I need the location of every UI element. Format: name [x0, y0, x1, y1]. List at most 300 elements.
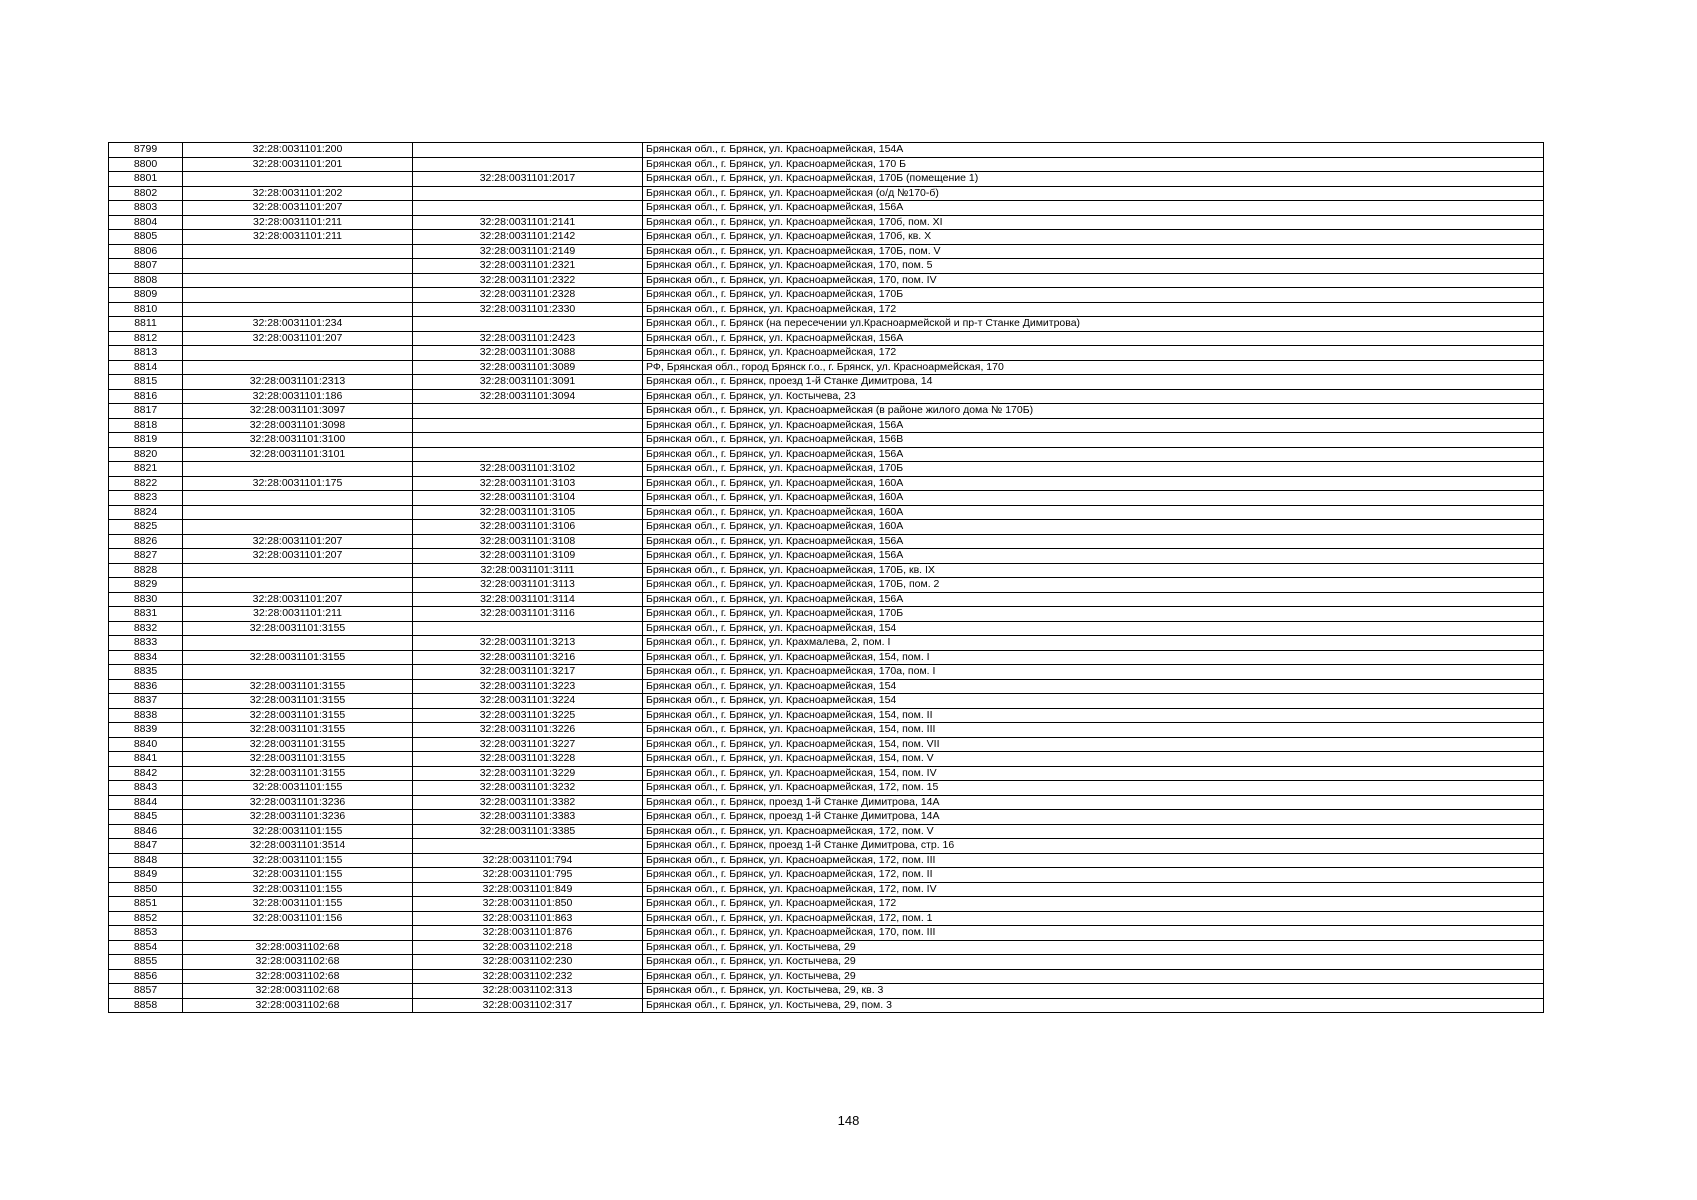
- row-number-cell: 8838: [109, 708, 183, 723]
- land-plot-cadastral-number-cell: [183, 578, 413, 593]
- land-plot-cadastral-number-cell: 32:28:0031101:211: [183, 607, 413, 622]
- object-cadastral-number-cell: 32:28:0031101:3116: [413, 607, 643, 622]
- object-cadastral-number-cell: 32:28:0031101:850: [413, 897, 643, 912]
- row-number-cell: 8810: [109, 302, 183, 317]
- address-cell: Брянская обл., г. Брянск, ул. Красноармейская, 156А: [643, 418, 1544, 433]
- row-number-cell: 8821: [109, 462, 183, 477]
- land-plot-cadastral-number-cell: 32:28:0031101:201: [183, 157, 413, 172]
- object-cadastral-number-cell: 32:28:0031101:3223: [413, 679, 643, 694]
- object-cadastral-number-cell: 32:28:0031101:3088: [413, 346, 643, 361]
- table-row: [109, 259, 1544, 274]
- land-plot-cadastral-number-cell: [183, 273, 413, 288]
- address-cell: Брянская обл., г. Брянск, ул. Красноармейская, 154, пом. III: [643, 723, 1544, 738]
- table-row: [109, 462, 1544, 477]
- table-row: [109, 491, 1544, 506]
- table-row: [109, 563, 1544, 578]
- object-cadastral-number-cell: 32:28:0031101:3103: [413, 476, 643, 491]
- object-cadastral-number-cell: 32:28:0031101:2423: [413, 331, 643, 346]
- row-number-cell: 8831: [109, 607, 183, 622]
- land-plot-cadastral-number-cell: 32:28:0031101:3155: [183, 766, 413, 781]
- object-cadastral-number-cell: 32:28:0031101:3232: [413, 781, 643, 796]
- table-row: [109, 969, 1544, 984]
- row-number-cell: 8822: [109, 476, 183, 491]
- address-cell: Брянская обл., г. Брянск, ул. Красноармейская, 172: [643, 897, 1544, 912]
- object-cadastral-number-cell: 32:28:0031101:3109: [413, 549, 643, 564]
- row-number-cell: 8819: [109, 433, 183, 448]
- row-number-cell: 8834: [109, 650, 183, 665]
- object-cadastral-number-cell: 32:28:0031102:313: [413, 984, 643, 999]
- land-plot-cadastral-number-cell: 32:28:0031101:200: [183, 143, 413, 158]
- object-cadastral-number-cell: 32:28:0031101:3213: [413, 636, 643, 651]
- row-number-cell: 8824: [109, 505, 183, 520]
- object-cadastral-number-cell: 32:28:0031101:3104: [413, 491, 643, 506]
- row-number-cell: 8818: [109, 418, 183, 433]
- object-cadastral-number-cell: 32:28:0031101:3216: [413, 650, 643, 665]
- address-cell: Брянская обл., г. Брянск, проезд 1-й Станке Димитрова, 14А: [643, 810, 1544, 825]
- object-cadastral-number-cell: 32:28:0031101:876: [413, 926, 643, 941]
- row-number-cell: 8803: [109, 201, 183, 216]
- address-cell: Брянская обл., г. Брянск, ул. Красноармейская, 154, пом. IV: [643, 766, 1544, 781]
- address-cell: Брянская обл., г. Брянск, ул. Красноармейская, 156А: [643, 331, 1544, 346]
- row-number-cell: 8812: [109, 331, 183, 346]
- object-cadastral-number-cell: [413, 447, 643, 462]
- row-number-cell: 8855: [109, 955, 183, 970]
- land-plot-cadastral-number-cell: 32:28:0031101:175: [183, 476, 413, 491]
- object-cadastral-number-cell: 32:28:0031101:2149: [413, 244, 643, 259]
- address-cell: Брянская обл., г. Брянск, ул. Красноармейская, 154, пом. VII: [643, 737, 1544, 752]
- land-plot-cadastral-number-cell: 32:28:0031101:3155: [183, 650, 413, 665]
- address-cell: Брянская обл., г. Брянск, ул. Красноармейская, 160А: [643, 491, 1544, 506]
- address-cell: РФ, Брянская обл., город Брянск г.о., г. Брянск, ул. Красноармейская, 170: [643, 360, 1544, 375]
- address-cell: Брянская обл., г. Брянск, ул. Красноармейская, 172, пом. III: [643, 853, 1544, 868]
- address-cell: Брянская обл., г. Брянск, проезд 1-й Станке Димитрова, 14А: [643, 795, 1544, 810]
- land-plot-cadastral-number-cell: 32:28:0031101:3098: [183, 418, 413, 433]
- object-cadastral-number-cell: [413, 201, 643, 216]
- land-plot-cadastral-number-cell: 32:28:0031101:155: [183, 824, 413, 839]
- address-cell: Брянская обл., г. Брянск (на пересечении ул.Красноармейской и пр-т Станке Димитрова): [643, 317, 1544, 332]
- land-plot-cadastral-number-cell: 32:28:0031101:207: [183, 592, 413, 607]
- address-cell: Брянская обл., г. Брянск, ул. Красноармейская, 172, пом. V: [643, 824, 1544, 839]
- land-plot-cadastral-number-cell: 32:28:0031101:2313: [183, 375, 413, 390]
- table-row: [109, 752, 1544, 767]
- land-plot-cadastral-number-cell: [183, 244, 413, 259]
- object-cadastral-number-cell: [413, 404, 643, 419]
- object-cadastral-number-cell: 32:28:0031101:3106: [413, 520, 643, 535]
- table-row: [109, 520, 1544, 535]
- row-number-cell: 8827: [109, 549, 183, 564]
- table-row: [109, 737, 1544, 752]
- land-plot-cadastral-number-cell: 32:28:0031101:3155: [183, 752, 413, 767]
- land-plot-cadastral-number-cell: [183, 346, 413, 361]
- address-cell: Брянская обл., г. Брянск, ул. Красноармейская, 154: [643, 621, 1544, 636]
- row-number-cell: 8843: [109, 781, 183, 796]
- row-number-cell: 8817: [109, 404, 183, 419]
- object-cadastral-number-cell: 32:28:0031101:3217: [413, 665, 643, 680]
- land-plot-cadastral-number-cell: 32:28:0031101:3155: [183, 679, 413, 694]
- address-cell: Брянская обл., г. Брянск, ул. Красноармейская, 170Б: [643, 462, 1544, 477]
- table-row: [109, 331, 1544, 346]
- row-number-cell: 8808: [109, 273, 183, 288]
- object-cadastral-number-cell: 32:28:0031101:849: [413, 882, 643, 897]
- row-number-cell: 8848: [109, 853, 183, 868]
- address-cell: Брянская обл., г. Брянск, ул. Красноармейская, 170Б: [643, 288, 1544, 303]
- row-number-cell: 8842: [109, 766, 183, 781]
- address-cell: Брянская обл., г. Брянск, ул. Крахмалева, 2, пом. I: [643, 636, 1544, 651]
- object-cadastral-number-cell: 32:28:0031101:3225: [413, 708, 643, 723]
- table-row: [109, 578, 1544, 593]
- land-plot-cadastral-number-cell: 32:28:0031102:68: [183, 940, 413, 955]
- object-cadastral-number-cell: 32:28:0031101:3102: [413, 462, 643, 477]
- address-cell: Брянская обл., г. Брянск, ул. Костычева, 29: [643, 955, 1544, 970]
- land-plot-cadastral-number-cell: 32:28:0031101:3236: [183, 810, 413, 825]
- registry-table-body: [109, 143, 1544, 1013]
- table-row: [109, 476, 1544, 491]
- address-cell: Брянская обл., г. Брянск, ул. Костычева, 29: [643, 940, 1544, 955]
- land-plot-cadastral-number-cell: [183, 563, 413, 578]
- address-cell: Брянская обл., г. Брянск, ул. Красноармейская, 170Б, пом. V: [643, 244, 1544, 259]
- address-cell: Брянская обл., г. Брянск, ул. Красноармейская, 170 Б: [643, 157, 1544, 172]
- address-cell: Брянская обл., г. Брянск, ул. Красноармейская, 156А: [643, 201, 1544, 216]
- row-number-cell: 8811: [109, 317, 183, 332]
- object-cadastral-number-cell: 32:28:0031101:3227: [413, 737, 643, 752]
- table-row: [109, 984, 1544, 999]
- land-plot-cadastral-number-cell: 32:28:0031101:207: [183, 534, 413, 549]
- row-number-cell: 8816: [109, 389, 183, 404]
- object-cadastral-number-cell: 32:28:0031101:795: [413, 868, 643, 883]
- land-plot-cadastral-number-cell: [183, 520, 413, 535]
- object-cadastral-number-cell: 32:28:0031102:218: [413, 940, 643, 955]
- land-plot-cadastral-number-cell: 32:28:0031101:186: [183, 389, 413, 404]
- address-cell: Брянская обл., г. Брянск, ул. Красноармейская, 156А: [643, 447, 1544, 462]
- land-plot-cadastral-number-cell: 32:28:0031101:3236: [183, 795, 413, 810]
- object-cadastral-number-cell: 32:28:0031101:2017: [413, 172, 643, 187]
- object-cadastral-number-cell: 32:28:0031102:317: [413, 998, 643, 1013]
- object-cadastral-number-cell: 32:28:0031101:3114: [413, 592, 643, 607]
- address-cell: Брянская обл., г. Брянск, ул. Красноармейская, 154, пом. I: [643, 650, 1544, 665]
- land-plot-cadastral-number-cell: 32:28:0031101:3155: [183, 723, 413, 738]
- land-plot-cadastral-number-cell: 32:28:0031101:211: [183, 215, 413, 230]
- address-cell: Брянская обл., г. Брянск, ул. Красноармейская, 154А: [643, 143, 1544, 158]
- table-row: [109, 810, 1544, 825]
- land-plot-cadastral-number-cell: [183, 636, 413, 651]
- table-row: [109, 708, 1544, 723]
- table-row: [109, 897, 1544, 912]
- table-row: [109, 288, 1544, 303]
- address-cell: Брянская обл., г. Брянск, ул. Красноармейская, 170Б, пом. 2: [643, 578, 1544, 593]
- row-number-cell: 8835: [109, 665, 183, 680]
- table-row: [109, 766, 1544, 781]
- address-cell: Брянская обл., г. Брянск, ул. Красноармейская, 170, пом. IV: [643, 273, 1544, 288]
- address-cell: Брянская обл., г. Брянск, ул. Красноармейская, 154, пом. II: [643, 708, 1544, 723]
- object-cadastral-number-cell: 32:28:0031101:2141: [413, 215, 643, 230]
- row-number-cell: 8826: [109, 534, 183, 549]
- table-row: [109, 650, 1544, 665]
- object-cadastral-number-cell: 32:28:0031101:3224: [413, 694, 643, 709]
- address-cell: Брянская обл., г. Брянск, ул. Красноармейская, 156А: [643, 592, 1544, 607]
- table-row: [109, 302, 1544, 317]
- object-cadastral-number-cell: 32:28:0031101:863: [413, 911, 643, 926]
- table-row: [109, 824, 1544, 839]
- table-row: [109, 230, 1544, 245]
- land-plot-cadastral-number-cell: 32:28:0031101:155: [183, 868, 413, 883]
- row-number-cell: 8853: [109, 926, 183, 941]
- row-number-cell: 8828: [109, 563, 183, 578]
- land-plot-cadastral-number-cell: 32:28:0031101:211: [183, 230, 413, 245]
- land-plot-cadastral-number-cell: 32:28:0031101:234: [183, 317, 413, 332]
- object-cadastral-number-cell: 32:28:0031101:794: [413, 853, 643, 868]
- object-cadastral-number-cell: 32:28:0031101:2142: [413, 230, 643, 245]
- table-row: [109, 549, 1544, 564]
- row-number-cell: 8849: [109, 868, 183, 883]
- address-cell: Брянская обл., г. Брянск, ул. Красноармейская, 170Б, кв. IX: [643, 563, 1544, 578]
- object-cadastral-number-cell: 32:28:0031101:2322: [413, 273, 643, 288]
- table-row: [109, 404, 1544, 419]
- table-row: [109, 215, 1544, 230]
- land-plot-cadastral-number-cell: 32:28:0031101:3155: [183, 708, 413, 723]
- address-cell: Брянская обл., г. Брянск, ул. Красноармейская, 170б, кв. X: [643, 230, 1544, 245]
- land-plot-cadastral-number-cell: 32:28:0031101:202: [183, 186, 413, 201]
- row-number-cell: 8807: [109, 259, 183, 274]
- table-row: [109, 723, 1544, 738]
- object-cadastral-number-cell: [413, 157, 643, 172]
- row-number-cell: 8856: [109, 969, 183, 984]
- land-plot-cadastral-number-cell: [183, 172, 413, 187]
- table-row: [109, 346, 1544, 361]
- address-cell: Брянская обл., г. Брянск, ул. Красноармейская, 154, пом. V: [643, 752, 1544, 767]
- row-number-cell: 8840: [109, 737, 183, 752]
- table-row: [109, 592, 1544, 607]
- object-cadastral-number-cell: [413, 317, 643, 332]
- row-number-cell: 8836: [109, 679, 183, 694]
- row-number-cell: 8825: [109, 520, 183, 535]
- object-cadastral-number-cell: 32:28:0031101:3383: [413, 810, 643, 825]
- row-number-cell: 8809: [109, 288, 183, 303]
- table-row: [109, 534, 1544, 549]
- row-number-cell: 8854: [109, 940, 183, 955]
- table-row: [109, 795, 1544, 810]
- land-plot-cadastral-number-cell: [183, 302, 413, 317]
- land-plot-cadastral-number-cell: [183, 360, 413, 375]
- object-cadastral-number-cell: 32:28:0031101:3094: [413, 389, 643, 404]
- land-plot-cadastral-number-cell: 32:28:0031101:155: [183, 882, 413, 897]
- row-number-cell: 8820: [109, 447, 183, 462]
- address-cell: Брянская обл., г. Брянск, ул. Красноармейская, 170б, пом. XI: [643, 215, 1544, 230]
- object-cadastral-number-cell: 32:28:0031101:3108: [413, 534, 643, 549]
- address-cell: Брянская обл., г. Брянск, ул. Красноармейская, 154: [643, 694, 1544, 709]
- land-plot-cadastral-number-cell: 32:28:0031102:68: [183, 998, 413, 1013]
- land-plot-cadastral-number-cell: 32:28:0031101:155: [183, 853, 413, 868]
- address-cell: Брянская обл., г. Брянск, ул. Красноармейская, 172, пом. 15: [643, 781, 1544, 796]
- land-plot-cadastral-number-cell: 32:28:0031101:156: [183, 911, 413, 926]
- object-cadastral-number-cell: 32:28:0031101:3226: [413, 723, 643, 738]
- object-cadastral-number-cell: 32:28:0031102:232: [413, 969, 643, 984]
- land-plot-cadastral-number-cell: [183, 288, 413, 303]
- land-plot-cadastral-number-cell: 32:28:0031101:3155: [183, 621, 413, 636]
- row-number-cell: 8814: [109, 360, 183, 375]
- table-row: [109, 418, 1544, 433]
- object-cadastral-number-cell: [413, 143, 643, 158]
- table-row: [109, 172, 1544, 187]
- row-number-cell: 8833: [109, 636, 183, 651]
- table-row: [109, 447, 1544, 462]
- object-cadastral-number-cell: [413, 186, 643, 201]
- object-cadastral-number-cell: 32:28:0031101:3382: [413, 795, 643, 810]
- address-cell: Брянская обл., г. Брянск, проезд 1-й Станке Димитрова, стр. 16: [643, 839, 1544, 854]
- object-cadastral-number-cell: [413, 418, 643, 433]
- row-number-cell: 8806: [109, 244, 183, 259]
- land-plot-cadastral-number-cell: 32:28:0031101:3155: [183, 694, 413, 709]
- land-plot-cadastral-number-cell: 32:28:0031101:155: [183, 897, 413, 912]
- object-cadastral-number-cell: 32:28:0031101:2321: [413, 259, 643, 274]
- land-plot-cadastral-number-cell: 32:28:0031101:207: [183, 331, 413, 346]
- table-row: [109, 665, 1544, 680]
- land-plot-cadastral-number-cell: 32:28:0031101:3155: [183, 737, 413, 752]
- row-number-cell: 8839: [109, 723, 183, 738]
- address-cell: Брянская обл., г. Брянск, ул. Красноармейская, 172: [643, 302, 1544, 317]
- address-cell: Брянская обл., г. Брянск, ул. Костычева, 29: [643, 969, 1544, 984]
- table-row: [109, 839, 1544, 854]
- land-plot-cadastral-number-cell: [183, 505, 413, 520]
- row-number-cell: 8799: [109, 143, 183, 158]
- object-cadastral-number-cell: [413, 433, 643, 448]
- table-row: [109, 940, 1544, 955]
- address-cell: Брянская обл., г. Брянск, ул. Красноармейская (в районе жилого дома № 170Б): [643, 404, 1544, 419]
- land-plot-cadastral-number-cell: 32:28:0031101:3097: [183, 404, 413, 419]
- address-cell: Брянская обл., г. Брянск, ул. Красноармейская, 170Б: [643, 607, 1544, 622]
- row-number-cell: 8850: [109, 882, 183, 897]
- object-cadastral-number-cell: [413, 839, 643, 854]
- address-cell: Брянская обл., г. Брянск, ул. Красноармейская, 160А: [643, 505, 1544, 520]
- cadastral-registry-table: [108, 142, 1544, 1013]
- row-number-cell: 8832: [109, 621, 183, 636]
- object-cadastral-number-cell: 32:28:0031101:2328: [413, 288, 643, 303]
- table-row: [109, 998, 1544, 1013]
- table-row: [109, 360, 1544, 375]
- address-cell: Брянская обл., г. Брянск, ул. Красноармейская, 170Б (помещение 1): [643, 172, 1544, 187]
- land-plot-cadastral-number-cell: [183, 665, 413, 680]
- row-number-cell: 8837: [109, 694, 183, 709]
- land-plot-cadastral-number-cell: [183, 259, 413, 274]
- object-cadastral-number-cell: 32:28:0031101:3089: [413, 360, 643, 375]
- row-number-cell: 8801: [109, 172, 183, 187]
- table-row: [109, 781, 1544, 796]
- row-number-cell: 8829: [109, 578, 183, 593]
- land-plot-cadastral-number-cell: 32:28:0031101:207: [183, 201, 413, 216]
- row-number-cell: 8802: [109, 186, 183, 201]
- object-cadastral-number-cell: 32:28:0031102:230: [413, 955, 643, 970]
- land-plot-cadastral-number-cell: [183, 491, 413, 506]
- row-number-cell: 8845: [109, 810, 183, 825]
- table-row: [109, 375, 1544, 390]
- table-row: [109, 853, 1544, 868]
- address-cell: Брянская обл., г. Брянск, проезд 1-й Станке Димитрова, 14: [643, 375, 1544, 390]
- row-number-cell: 8857: [109, 984, 183, 999]
- object-cadastral-number-cell: 32:28:0031101:3091: [413, 375, 643, 390]
- row-number-cell: 8847: [109, 839, 183, 854]
- object-cadastral-number-cell: 32:28:0031101:3229: [413, 766, 643, 781]
- object-cadastral-number-cell: [413, 621, 643, 636]
- table-row: [109, 157, 1544, 172]
- table-row: [109, 433, 1544, 448]
- table-row: [109, 186, 1544, 201]
- row-number-cell: 8830: [109, 592, 183, 607]
- table-row: [109, 317, 1544, 332]
- table-row: [109, 868, 1544, 883]
- object-cadastral-number-cell: 32:28:0031101:3385: [413, 824, 643, 839]
- table-row: [109, 911, 1544, 926]
- row-number-cell: 8852: [109, 911, 183, 926]
- row-number-cell: 8844: [109, 795, 183, 810]
- table-row: [109, 679, 1544, 694]
- land-plot-cadastral-number-cell: 32:28:0031101:3100: [183, 433, 413, 448]
- table-row: [109, 389, 1544, 404]
- address-cell: Брянская обл., г. Брянск, ул. Красноармейская, 170, пом. 5: [643, 259, 1544, 274]
- row-number-cell: 8815: [109, 375, 183, 390]
- table-row: [109, 926, 1544, 941]
- land-plot-cadastral-number-cell: 32:28:0031101:3101: [183, 447, 413, 462]
- table-row: [109, 694, 1544, 709]
- address-cell: Брянская обл., г. Брянск, ул. Красноармейская, 160А: [643, 476, 1544, 491]
- address-cell: Брянская обл., г. Брянск, ул. Костычева, 29, кв. 3: [643, 984, 1544, 999]
- object-cadastral-number-cell: 32:28:0031101:3228: [413, 752, 643, 767]
- page-number: 148: [837, 1113, 860, 1128]
- table-row: [109, 244, 1544, 259]
- address-cell: Брянская обл., г. Брянск, ул. Красноармейская, 172: [643, 346, 1544, 361]
- table-row: [109, 273, 1544, 288]
- address-cell: Брянская обл., г. Брянск, ул. Красноармейская, 172, пом. 1: [643, 911, 1544, 926]
- land-plot-cadastral-number-cell: 32:28:0031102:68: [183, 984, 413, 999]
- object-cadastral-number-cell: 32:28:0031101:2330: [413, 302, 643, 317]
- row-number-cell: 8805: [109, 230, 183, 245]
- table-row: [109, 882, 1544, 897]
- object-cadastral-number-cell: 32:28:0031101:3105: [413, 505, 643, 520]
- address-cell: Брянская обл., г. Брянск, ул. Красноармейская, 156А: [643, 534, 1544, 549]
- address-cell: Брянская обл., г. Брянск, ул. Костычева, 29, пом. 3: [643, 998, 1544, 1013]
- row-number-cell: 8800: [109, 157, 183, 172]
- object-cadastral-number-cell: 32:28:0031101:3111: [413, 563, 643, 578]
- address-cell: Брянская обл., г. Брянск, ул. Красноармейская, 170а, пом. I: [643, 665, 1544, 680]
- address-cell: Брянская обл., г. Брянск, ул. Красноармейская, 172, пом. IV: [643, 882, 1544, 897]
- row-number-cell: 8851: [109, 897, 183, 912]
- address-cell: Брянская обл., г. Брянск, ул. Красноармейская (о/д №170-б): [643, 186, 1544, 201]
- address-cell: Брянская обл., г. Брянск, ул. Красноармейская, 156А: [643, 549, 1544, 564]
- land-plot-cadastral-number-cell: [183, 926, 413, 941]
- address-cell: Брянская обл., г. Брянск, ул. Красноармейская, 160А: [643, 520, 1544, 535]
- object-cadastral-number-cell: 32:28:0031101:3113: [413, 578, 643, 593]
- address-cell: Брянская обл., г. Брянск, ул. Костычева, 23: [643, 389, 1544, 404]
- address-cell: Брянская обл., г. Брянск, ул. Красноармейская, 172, пом. II: [643, 868, 1544, 883]
- table-row: [109, 143, 1544, 158]
- row-number-cell: 8846: [109, 824, 183, 839]
- land-plot-cadastral-number-cell: [183, 462, 413, 477]
- row-number-cell: 8841: [109, 752, 183, 767]
- land-plot-cadastral-number-cell: 32:28:0031101:155: [183, 781, 413, 796]
- table-row: [109, 607, 1544, 622]
- land-plot-cadastral-number-cell: 32:28:0031102:68: [183, 969, 413, 984]
- table-row: [109, 636, 1544, 651]
- address-cell: Брянская обл., г. Брянск, ул. Красноармейская, 154: [643, 679, 1544, 694]
- row-number-cell: 8804: [109, 215, 183, 230]
- row-number-cell: 8858: [109, 998, 183, 1013]
- address-cell: Брянская обл., г. Брянск, ул. Красноармейская, 170, пом. III: [643, 926, 1544, 941]
- row-number-cell: 8813: [109, 346, 183, 361]
- address-cell: Брянская обл., г. Брянск, ул. Красноармейская, 156В: [643, 433, 1544, 448]
- table-row: [109, 201, 1544, 216]
- table-row: [109, 621, 1544, 636]
- land-plot-cadastral-number-cell: 32:28:0031101:3514: [183, 839, 413, 854]
- table-row: [109, 955, 1544, 970]
- row-number-cell: 8823: [109, 491, 183, 506]
